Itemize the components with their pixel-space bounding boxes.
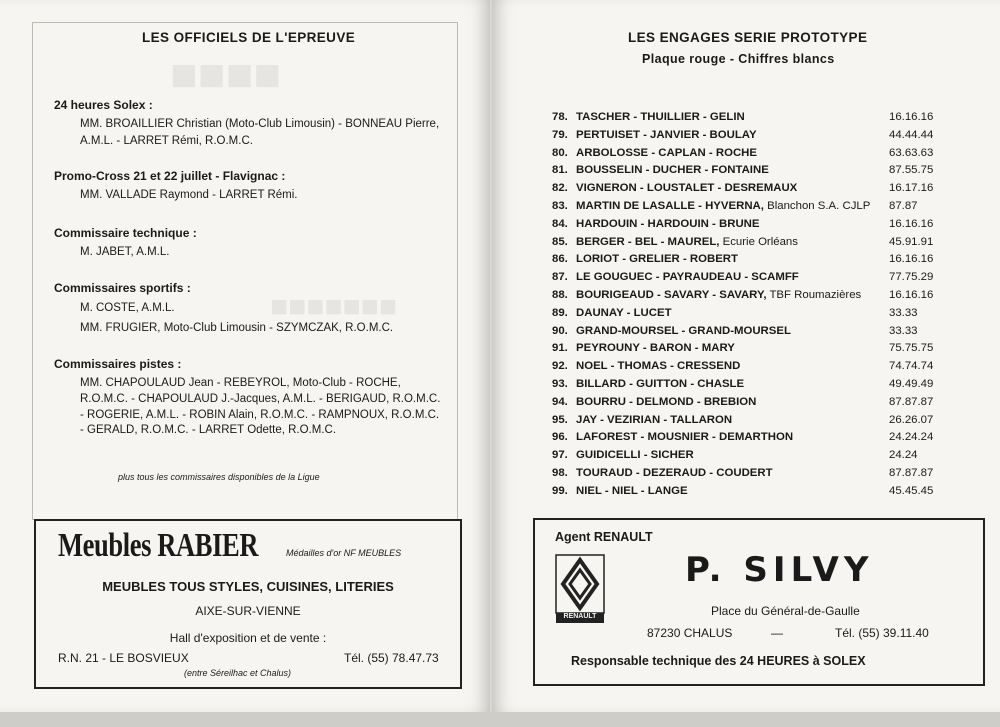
entry-number: 79.	[552, 128, 568, 141]
entry-riders	[576, 129, 757, 141]
entry-code: 45.91.91	[889, 235, 934, 248]
entry-riders	[576, 271, 799, 283]
entry-number: 82.	[552, 182, 568, 195]
entry-number: 83.	[552, 199, 568, 212]
entry-row	[552, 360, 962, 378]
entry-number: 80.	[552, 146, 568, 159]
entry-club: TBF Roumazières	[766, 288, 862, 301]
entry-number: 78.	[552, 111, 568, 123]
entry-riders	[576, 325, 791, 337]
entry-rider-names: NOEL - THOMAS - CRESSEND	[576, 360, 741, 373]
entry-row	[552, 218, 962, 236]
entries-subtitle: Plaque rouge - Chiffres blancs	[642, 52, 835, 66]
entry-riders	[576, 182, 797, 194]
entry-rider-names: JAY - VEZIRIAN - TALLARON	[576, 413, 733, 426]
rabier-logo-text: Meubles RABIER	[58, 527, 259, 564]
entry-rider-names: GUIDICELLI - SICHER	[576, 449, 694, 462]
section-text-pistes: MM. CHAPOULAUD Jean - REBEYROL, Moto-Club - ROCHE, R.O.M.C. - CHAPOULAUD J.-Jacques, A.M.L. - BERIGAUD, R.O.M.C. - ROGERIE, A.M.L. - ROBIN Alain, R.O.M.C. - RAMPNOUX, R.O.M.C. - GERALD, R.O.M.C. - LARRET Odette, R.O.M.C.	[80, 377, 441, 437]
section-heading-technique: Commissaire technique :	[54, 226, 197, 240]
entry-row	[552, 396, 962, 414]
entry-riders	[576, 307, 672, 319]
entry-riders	[576, 485, 688, 497]
silvy-city: 87230 CHALUS	[647, 626, 733, 640]
entry-code: 75.75.75	[889, 342, 934, 355]
entry-riders	[576, 414, 732, 426]
entry-riders	[576, 342, 735, 354]
entry-rider-names: LAFOREST - MOUSNIER - DEMARTHON	[576, 431, 794, 444]
section-heading-promo-cross: Promo-Cross 21 et 22 juillet - Flavignac :	[54, 169, 286, 183]
entry-row	[552, 342, 962, 360]
entry-rider-names: GRAND-MOURSEL - GRAND-MOURSEL	[576, 324, 791, 337]
section-text-sportifs-1: M. COSTE, A.M.L.	[80, 302, 175, 314]
entry-number: 81.	[552, 164, 568, 177]
entry-row	[552, 182, 962, 200]
show-through-ghost: ■■■■■■■	[270, 290, 397, 323]
entry-code: 77.75.29	[889, 271, 934, 284]
entry-riders	[576, 378, 744, 390]
entry-row	[552, 431, 962, 449]
section-text-solex: MM. BROAILLIER Christian (Moto-Club Limousin) - BONNEAU Pierre, A.M.L. - LARRET Rémi, R.O.M.C.	[80, 118, 440, 147]
silvy-slogan: Responsable technique des 24 HEURES à SOLEX	[571, 654, 866, 668]
entry-number: 89.	[552, 306, 568, 319]
show-through-ghost: ■■■■	[170, 49, 282, 100]
left-page	[0, 0, 490, 712]
entry-number: 99.	[552, 484, 568, 497]
entry-code: 33.33	[889, 324, 918, 337]
entry-code: 87.55.75	[889, 164, 934, 177]
entry-number: 87.	[552, 271, 568, 284]
page-bottom-edge	[0, 712, 1000, 727]
rabier-town: AIXE-SUR-VIENNE	[195, 604, 301, 618]
entry-code: 16.16.16	[889, 288, 934, 301]
silvy-dash: —	[771, 626, 783, 640]
entry-rider-names: NIEL - NIEL - LANGE	[576, 484, 688, 497]
entry-code: 16.16.16	[889, 111, 934, 123]
entry-riders	[576, 236, 798, 248]
rabier-address: R.N. 21 - LE BOSVIEUX	[58, 651, 189, 665]
section-heading-pistes: Commissaires pistes :	[54, 357, 182, 371]
section-text-sportifs-2: MM. FRUGIER, Moto-Club Limousin - SZYMCZAK, R.O.M.C.	[80, 322, 394, 334]
entries-list	[552, 111, 962, 503]
entry-number: 93.	[552, 377, 568, 390]
entry-code: 87.87.87	[889, 395, 934, 408]
rabier-showroom: Hall d'exposition et de vente :	[169, 631, 327, 645]
section-heading-sportifs: Commissaires sportifs :	[54, 281, 191, 295]
entry-code: 87.87	[889, 199, 918, 212]
silvy-phone: Tél. (55) 39.11.40	[835, 626, 929, 640]
entry-code: 16.16.16	[889, 217, 934, 230]
entry-row	[552, 236, 962, 254]
silvy-agent-label: Agent RENAULT	[555, 530, 653, 544]
entry-code: 74.74.74	[889, 360, 934, 373]
entry-number: 95.	[552, 413, 568, 426]
entry-number: 91.	[552, 342, 568, 355]
entry-rider-names: TASCHER - THUILLIER - GELIN	[576, 111, 745, 123]
entry-row	[552, 253, 962, 271]
entry-code: 24.24	[889, 449, 918, 462]
renault-logo-label: RENAULT	[563, 613, 597, 620]
entry-number: 86.	[552, 253, 568, 266]
entry-riders	[576, 289, 861, 301]
entry-row	[552, 414, 962, 432]
entry-row	[552, 307, 962, 325]
entry-rider-names: MARTIN DE LASALLE - HYVERNA,	[576, 199, 764, 212]
rabier-between: (entre Séreilhac et Chalus)	[184, 668, 292, 678]
entry-row	[552, 378, 962, 396]
silvy-address: Place du Général-de-Gaulle	[711, 604, 860, 618]
entry-row	[552, 325, 962, 343]
entries-title: LES ENGAGES SERIE PROTOTYPE	[628, 30, 868, 45]
entry-code: 49.49.49	[889, 377, 934, 390]
entry-code: 87.87.87	[889, 466, 934, 479]
entry-rider-names: TOURAUD - DEZERAUD - COUDERT	[576, 466, 773, 479]
silvy-ad	[533, 518, 985, 686]
entry-row	[552, 147, 962, 165]
entry-row	[552, 449, 962, 467]
entry-code: 63.63.63	[889, 146, 934, 159]
entry-club: Ecurie Orléans	[719, 235, 798, 248]
entry-row	[552, 467, 962, 485]
entry-row	[552, 164, 962, 182]
entry-riders	[576, 111, 745, 123]
entry-code: 33.33	[889, 306, 918, 319]
entry-club: Blanchon S.A. CJLP	[763, 199, 871, 212]
entry-code: 16.16.16	[889, 253, 934, 266]
entry-rider-names: BERGER - BEL - MAUREL,	[576, 235, 720, 248]
entry-riders	[576, 147, 757, 159]
entry-riders	[576, 431, 793, 443]
entry-rider-names: LE GOUGUEC - PAYRAUDEAU - SCAMFF	[576, 271, 799, 284]
entry-number: 85.	[552, 235, 568, 248]
entry-rider-names: BOURRU - DELMOND - BREBION	[576, 395, 757, 408]
entry-rider-names: PEYROUNY - BARON - MARY	[576, 342, 735, 355]
entry-rider-names: BOUSSELIN - DUCHER - FONTAINE	[576, 164, 769, 177]
entry-rider-names: LORIOT - GRELIER - ROBERT	[576, 253, 738, 266]
entry-riders	[576, 164, 769, 176]
entry-row	[552, 111, 962, 129]
entry-number: 90.	[552, 324, 568, 337]
entry-row	[552, 289, 962, 307]
entry-row	[552, 129, 962, 147]
silvy-brand: P. SILVY	[685, 550, 874, 590]
entry-code: 26.26.07	[889, 413, 934, 426]
entry-row	[552, 200, 962, 218]
entry-riders	[576, 200, 870, 212]
entry-code: 44.44.44	[889, 128, 934, 141]
rabier-products: MEUBLES TOUS STYLES, CUISINES, LITERIES	[102, 579, 394, 594]
entry-number: 88.	[552, 288, 568, 301]
entry-number: 94.	[552, 395, 568, 408]
entry-number: 92.	[552, 360, 568, 373]
entry-row	[552, 485, 962, 503]
section-text-technique: M. JABET, A.M.L.	[80, 246, 170, 258]
entry-number: 84.	[552, 217, 568, 230]
officials-title: LES OFFICIELS DE L'EPREUVE	[142, 30, 356, 45]
rabier-phone: Tél. (55) 78.47.73	[344, 651, 439, 665]
section-text-promo-cross: MM. VALLADE Raymond - LARRET Rémi.	[80, 189, 298, 201]
entry-code: 16.17.16	[889, 182, 934, 195]
section-heading-solex: 24 heures Solex :	[54, 98, 153, 112]
entry-riders	[576, 218, 760, 230]
entry-rider-names: DAUNAY - LUCET	[576, 306, 672, 319]
entry-number: 98.	[552, 466, 568, 479]
entry-riders	[576, 467, 773, 479]
entry-rider-names: VIGNERON - LOUSTALET - DESREMAUX	[576, 182, 798, 195]
entry-number: 96.	[552, 431, 568, 444]
rabier-tagline: Médailles d'or NF MEUBLES	[286, 548, 402, 558]
entry-rider-names: HARDOUIN - HARDOUIN - BRUNE	[576, 217, 760, 230]
entry-code: 24.24.24	[889, 431, 934, 444]
entry-number: 97.	[552, 449, 568, 462]
entry-row	[552, 271, 962, 289]
entry-code: 45.45.45	[889, 484, 934, 497]
entry-rider-names: ARBOLOSSE - CAPLAN - ROCHE	[576, 146, 757, 159]
officials-note: plus tous les commissaires disponibles de la Ligue	[118, 472, 320, 482]
entry-riders	[576, 396, 756, 408]
entry-rider-names: BILLARD - GUITTON - CHASLE	[576, 377, 745, 390]
entry-riders	[576, 253, 738, 265]
rabier-ad	[34, 519, 462, 689]
officials-frame	[32, 22, 458, 520]
entry-rider-names: BOURIGEAUD - SAVARY - SAVARY,	[576, 288, 767, 301]
entry-rider-names: PERTUISET - JANVIER - BOULAY	[576, 128, 757, 141]
entry-riders	[576, 449, 694, 461]
entry-riders	[576, 360, 740, 372]
